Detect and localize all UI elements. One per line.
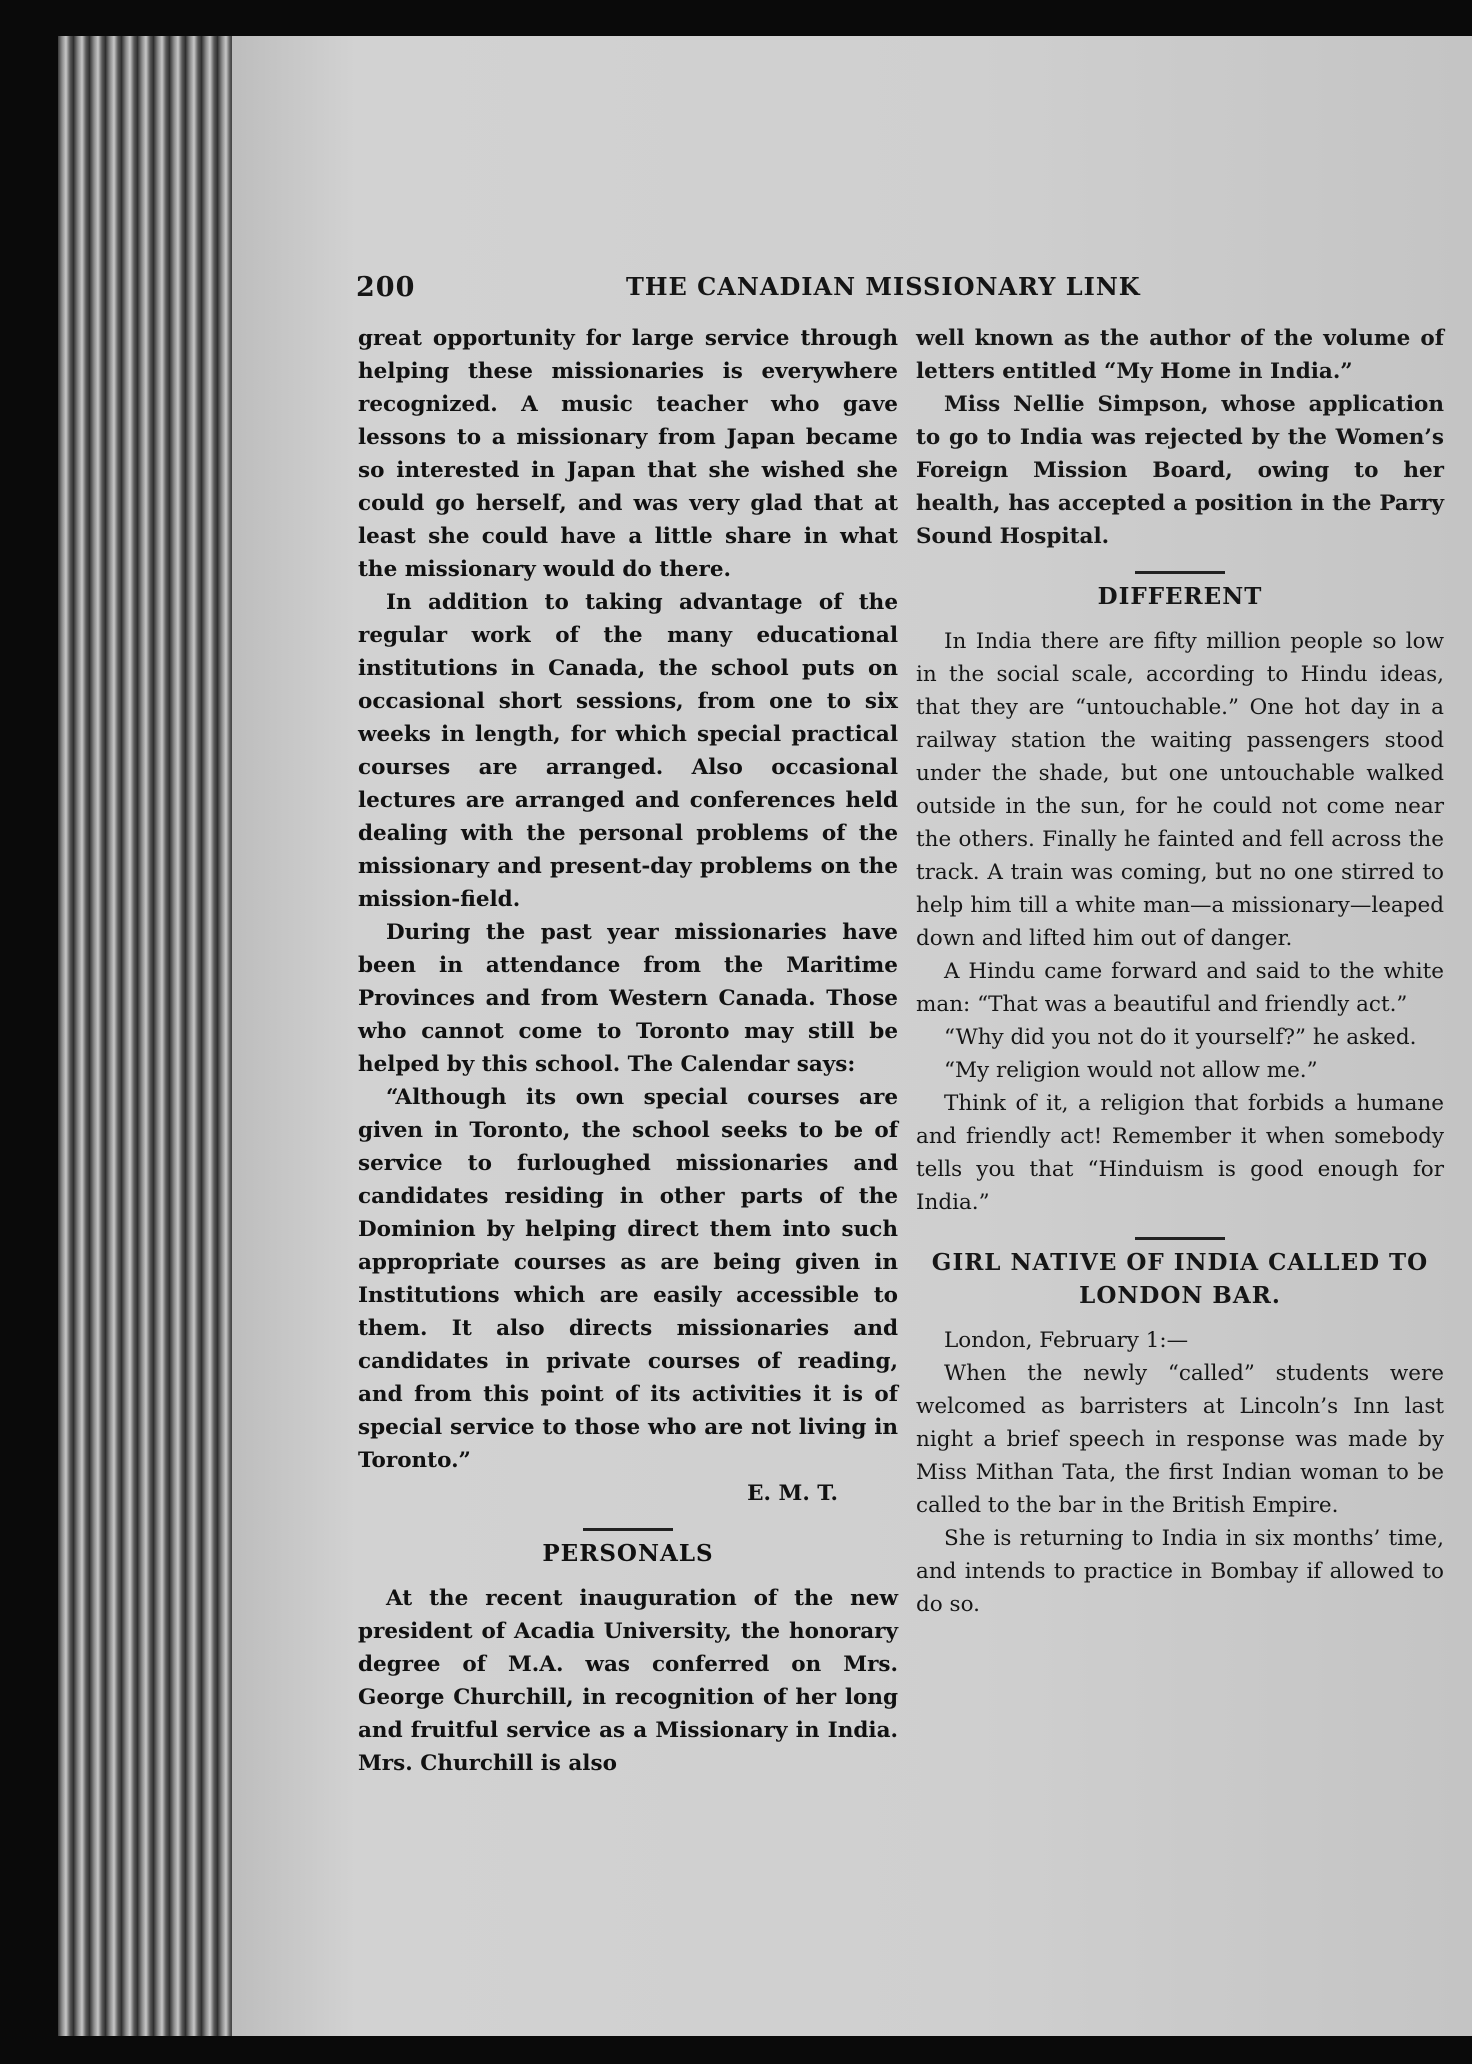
left-paragraph-2: In addition to taking advantage of the regular work of the many educational institutions in Canada, the school puts on occasional short sessions, from one to six weeks in length, for which special practical courses are arranged. Also occasional lectures are arranged and conferences held dealing with the personal problems of the missionary and present-day problems on the mission-field.	[358, 590, 898, 912]
section-divider	[1135, 1237, 1225, 1240]
right-paragraph-1: well known as the author of the volume of letters entitled “My Home in India.”	[916, 326, 1444, 384]
dateline: London, February 1:—	[944, 1328, 1189, 1353]
girl-native-heading: GIRL NATIVE OF INDIA CALLED TO LONDON BAR.	[931, 1249, 1429, 1309]
right-paragraph-5: “Why did you not do it yourself?” he asked.	[944, 1025, 1417, 1050]
right-paragraph-6: “My religion would not allow me.”	[944, 1058, 1318, 1083]
left-paragraph-4: “Although its own special courses are given in Toronto, the school seeks to be of service to furloughed missionaries and candidates residing in other parts of the Dominion by helping direct them into such appropriate courses as are being given in Institutions which are easily accessible to them. It also directs missionaries and candidates in private courses of reading, and from this point of its activities it is of special service to those who are not living in Toronto.”	[358, 1085, 898, 1473]
signature: E. M. T.	[747, 1481, 838, 1506]
right-paragraph-9: When the newly “called” students were welcomed as barristers at Lincoln’s Inn last night a brief speech in response was made by Miss Mithan Tata, the first Indian woman to be called to the bar in the British Empire.	[916, 1361, 1444, 1518]
right-paragraph-4: A Hindu came forward and said to the white man: “That was a beautiful and friendly act.”	[916, 959, 1444, 1017]
right-paragraph-7: Think of it, a religion that forbids a humane and friendly act! Remember it when somebody tells you that “Hinduism is good enough for India.”	[916, 1091, 1444, 1215]
section-divider	[583, 1528, 673, 1531]
left-column	[358, 322, 898, 1780]
publication-title: THE CANADIAN MISSIONARY LINK	[626, 272, 1141, 301]
left-paragraph-1: great opportunity for large service through helping these missionaries is everywhere recognized. A music teacher who gave lessons to a missionary from Japan became so interested in Japan that she wished she could go herself, and was very glad that at least she could have a little share in what the missionary would do there.	[358, 326, 898, 582]
section-divider	[1135, 571, 1225, 574]
right-paragraph-10: She is returning to India in six months’ time, and intends to practice in Bombay if allowed to do so.	[916, 1526, 1444, 1617]
left-paragraph-5: At the recent inauguration of the new president of Acadia University, the honorary degree of M.A. was conferred on Mrs. George Churchill, in recognition of her long and fruitful service as a Missionary in India. Mrs. Churchill is also	[358, 1586, 898, 1776]
right-column	[916, 322, 1444, 1621]
book-page-edges	[58, 36, 238, 2036]
page-number: 200	[356, 272, 416, 303]
personals-heading: PERSONALS	[542, 1540, 714, 1567]
right-paragraph-2: Miss Nellie Simpson, whose application to go to India was rejected by the Women’s Foreign Mission Board, owing to her health, has accepted a position in the Parry Sound Hospital.	[916, 392, 1444, 549]
right-paragraph-3: In India there are fifty million people so low in the social scale, according to Hindu ideas, that they are “untouchable.” One hot day in a railway station the waiting passengers stood under the shade, but one untouchable walked outside in the sun, for he could not come near the others. Finally he fainted and fell across the track. A train was coming, but no one stirred to help him till a white man—a missionary—leaped down and lifted him out of danger.	[916, 629, 1444, 951]
left-paragraph-3: During the past year missionaries have been in attendance from the Maritime Provinces and from Western Canada. Those who cannot come to Toronto may still be helped by this school. The Calendar says:	[358, 920, 898, 1077]
different-heading: DIFFERENT	[1097, 583, 1263, 610]
